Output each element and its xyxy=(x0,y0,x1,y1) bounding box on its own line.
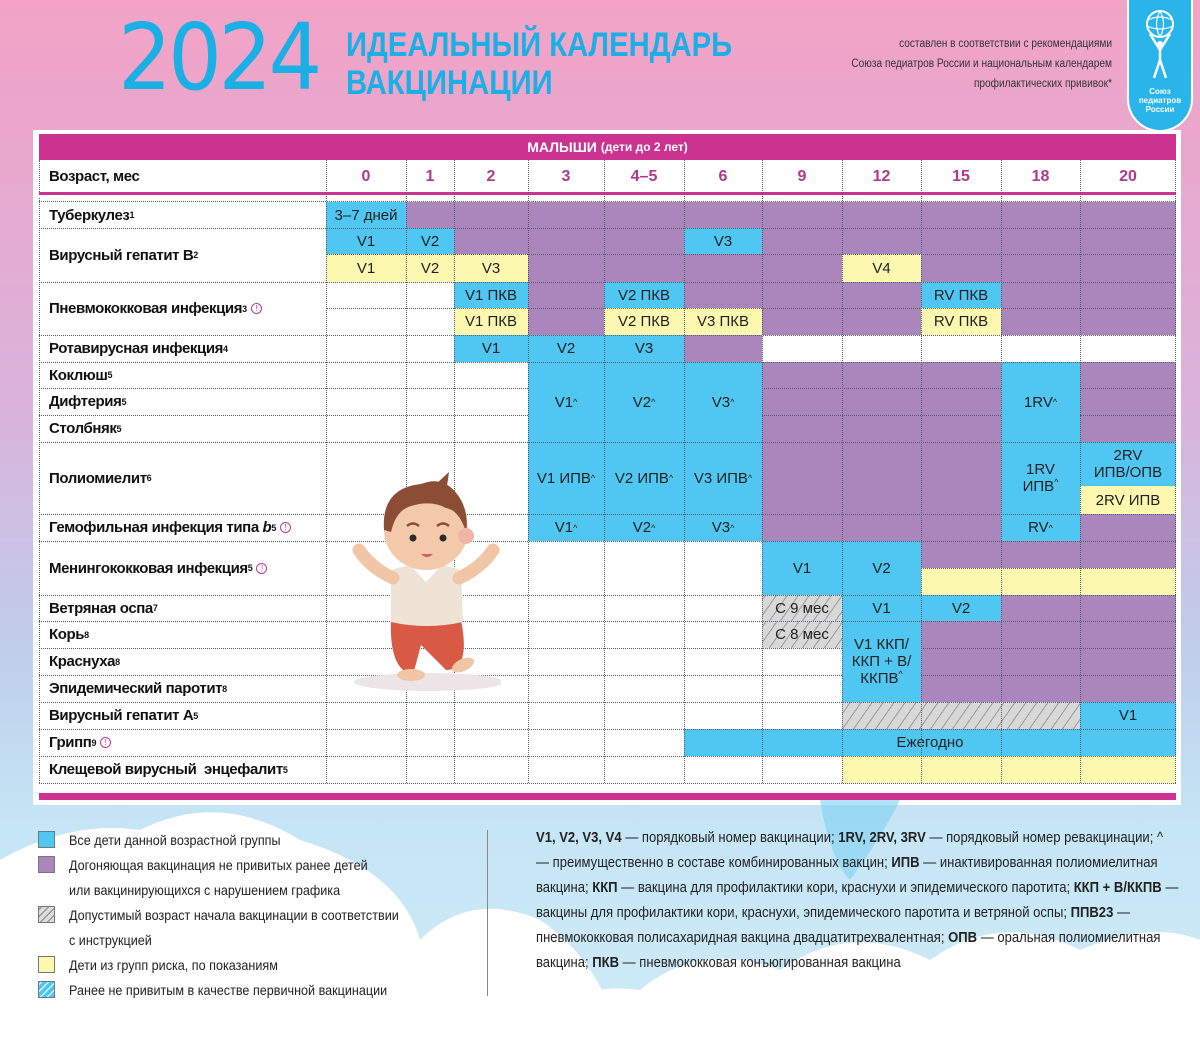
logo-text xyxy=(1129,87,1191,114)
legend-item-all-children xyxy=(38,828,488,853)
age-col-9: 9 xyxy=(797,167,807,185)
legend-item-primary-unvaccinated xyxy=(38,978,488,1003)
abbr-def: — вакцина для профилактики кори, краснухи и эпидемического паротита; xyxy=(617,880,1074,896)
legend-line: Допустимый возраст начала вакцинации в соответствии xyxy=(69,907,399,923)
subtitle-line-2: Союза педиатров России и национальным календарем xyxy=(851,58,1112,70)
age-col-1: 1 xyxy=(425,167,435,185)
age-col-2: 2 xyxy=(486,167,496,185)
flu-yearly: Ежегодно xyxy=(684,729,1176,756)
disease-name: Краснуха xyxy=(49,653,116,670)
disease-name: Пневмококковая инфекция xyxy=(49,300,243,317)
abbr-def: — пневмококковая полисахаридная вакцина двадцатитрехвалентная; xyxy=(536,905,1131,946)
grid-line xyxy=(326,308,1176,309)
rota-45: V3 xyxy=(604,335,684,362)
pneumo-a-2: V1 ПКВ xyxy=(454,282,528,308)
legend-item-allowed-age xyxy=(38,903,488,953)
polio-6: V3 ИПВ ^ xyxy=(684,442,762,514)
pneumo-b-catchup-3 xyxy=(1001,308,1176,335)
disease-name-italic: b xyxy=(262,519,272,536)
hib-6-text: V3 xyxy=(711,519,731,536)
age-col-18: 18 xyxy=(1031,167,1050,185)
polio-20-line2: ИПВ/ОПВ xyxy=(1093,464,1163,481)
grid-line xyxy=(1080,388,1176,389)
abbr-term: ИПВ xyxy=(891,855,920,871)
disease-name: Туберкулез xyxy=(49,206,130,224)
age-col-6: 6 xyxy=(718,167,728,185)
pneumo-a-catchup-3 xyxy=(528,282,604,308)
varicella-15: V2 xyxy=(921,595,1001,621)
pneumo-a-45: V2 ПКВ xyxy=(604,282,684,308)
gray-hatch-swatch-icon xyxy=(38,906,55,923)
title-line-1: ИДЕАЛЬНЫЙ КАЛЕНДАРЬ xyxy=(346,26,733,64)
disease-name: Грипп xyxy=(49,734,92,751)
globe-figure-icon xyxy=(1140,8,1180,80)
rota-3: V2 xyxy=(528,335,604,362)
hib-45: V2 ^ xyxy=(604,514,684,541)
dtp-18: 1RV ^ xyxy=(1001,362,1080,442)
header-subtitle xyxy=(778,34,1112,94)
polio-18-line2-wrap xyxy=(1023,478,1059,495)
grid-line xyxy=(39,783,1176,784)
grid-line xyxy=(921,648,1176,649)
legend-text xyxy=(69,903,399,953)
disease-name: Эпидемический паротит xyxy=(49,680,223,697)
pediatricians-union-logo xyxy=(1127,0,1193,132)
rota-catchup xyxy=(684,335,762,362)
blue-hatch-swatch-icon xyxy=(38,981,55,998)
mmr-catchup xyxy=(921,621,1176,702)
polio-18 xyxy=(1001,442,1080,514)
legend-text: Дети из групп риска, по показаниям xyxy=(69,957,278,973)
hepb-b-catchup-1 xyxy=(528,254,842,282)
disease-polio: Полиомиелит 6 xyxy=(49,469,152,487)
hib-3-text: V1 xyxy=(554,519,574,536)
hepa-allowed-age xyxy=(842,702,1080,729)
disease-varicella: Ветряная оспа 7 xyxy=(49,599,158,617)
abbreviations-text xyxy=(536,826,1180,976)
mmr-12-line2: ККП + В/ xyxy=(851,653,912,670)
abbr-def: — инактивированная полиомиелитная вакцина; xyxy=(536,855,1158,896)
abbr-term: ККП xyxy=(592,880,618,896)
dtp-18-text: 1RV xyxy=(1023,393,1053,411)
logo-line-1: Союз xyxy=(1149,87,1171,96)
disease-name: Ротавирусная инфекция xyxy=(49,340,224,357)
hib-catchup-2 xyxy=(1080,514,1176,541)
disease-diphtheria: Дифтерия 5 xyxy=(49,393,127,410)
hepa-20: V1 xyxy=(1080,702,1176,729)
measles-9: С 8 мес xyxy=(762,621,842,648)
warning-icon: ! xyxy=(280,522,291,533)
disease-name: Полиомиелит xyxy=(49,469,147,487)
polio-20-all xyxy=(1080,442,1176,486)
mening-9: V1 xyxy=(762,541,842,595)
header-year: 2024 xyxy=(118,4,319,111)
disease-name: Столбняк xyxy=(49,420,117,437)
combo-caret: ^ xyxy=(898,669,903,679)
rota-2: V1 xyxy=(454,335,528,362)
disease-tick-borne-encephalitis: Клещевой вирусный энцефалит 5 xyxy=(49,761,288,778)
dtp-6-text: V3 xyxy=(711,393,731,411)
warning-icon: ! xyxy=(251,303,262,314)
pneumo-b-45: V2 ПКВ xyxy=(604,308,684,335)
disease-name: Коклюш xyxy=(49,366,108,384)
abbr-term: ККП + В/ККПВ xyxy=(1073,880,1162,896)
polio-20-line1: 2RV xyxy=(1113,447,1143,464)
disease-meningococcal: Менингококковая инфекция 5 ! xyxy=(39,541,326,595)
grid-line xyxy=(921,568,1176,569)
polio-45-text: V2 ИПВ xyxy=(614,469,669,487)
legend-line: или вакцинирующихся с нарушением графика xyxy=(69,882,341,898)
hepb-a-catchup-1 xyxy=(454,228,684,254)
abbr-def: — порядковый номер вакцинации; xyxy=(621,830,839,846)
mmr-12 xyxy=(842,621,921,702)
disease-hepatitis-a: Вирусный гепатит А 5 xyxy=(49,707,198,724)
dtp-catchup-1 xyxy=(762,362,1001,442)
polio-18-line1: 1RV xyxy=(1026,461,1055,478)
disease-hib: Гемофильная инфекция типа b 5 ! xyxy=(39,514,326,541)
subtitle-line-3: профилактических прививок* xyxy=(973,78,1112,90)
hepb-a-1: V2 xyxy=(406,228,454,254)
polio-6-text: V3 ИПВ xyxy=(693,469,748,487)
age-col-4-5: 4–5 xyxy=(630,167,658,185)
pneumo-b-15: RV ПКВ xyxy=(921,308,1001,335)
logo-line-2: педиатров xyxy=(1138,96,1182,105)
polio-3-text: V1 ИПВ xyxy=(536,469,591,487)
baby-illustration xyxy=(351,470,501,695)
polio-20-risk: 2RV ИПВ xyxy=(1080,486,1176,514)
disease-name: Ветряная оспа xyxy=(49,599,153,617)
disease-pertussis: Коклюш 5 xyxy=(49,366,113,384)
warning-icon: ! xyxy=(100,737,111,748)
mening-12: V2 xyxy=(842,541,921,595)
legend-item-catch-up xyxy=(38,853,488,903)
disease-name: Клещевой вирусный энцефалит xyxy=(49,761,283,778)
disease-measles: Корь 8 xyxy=(49,626,89,643)
hepb-b-catchup-2 xyxy=(921,254,1176,282)
pneumo-a-catchup-2 xyxy=(684,282,921,308)
dtp-catchup-2 xyxy=(1080,362,1176,442)
warning-icon: ! xyxy=(256,563,267,574)
group-subtitle: (дети до 2 лет) xyxy=(600,140,688,154)
vaccination-table xyxy=(33,130,1181,805)
disease-name: Вирусный гепатит В xyxy=(49,246,194,264)
polio-45: V2 ИПВ ^ xyxy=(604,442,684,514)
mmr-12-line3-wrap xyxy=(860,670,903,687)
hepb-a-0: V1 xyxy=(326,228,406,254)
hepb-b-12: V4 xyxy=(842,254,921,282)
mening-catchup xyxy=(921,541,1176,568)
abbr-def: — порядковый номер ревакцинации; ^ — преимущественно в составе комбинированных вакцин; xyxy=(536,830,1164,871)
logo-line-3: России xyxy=(1145,105,1175,114)
mening-risk xyxy=(921,568,1176,595)
disease-hepatitis-b: Вирусный гепатит В 2 xyxy=(49,246,198,264)
polio-3: V1 ИПВ ^ xyxy=(528,442,604,514)
blue-swatch-icon xyxy=(38,831,55,848)
grid-line xyxy=(326,254,1176,255)
legend-text: Ранее не привитым в качестве первичной вакцинации xyxy=(69,982,388,998)
hib-18: RV ^ xyxy=(1001,514,1080,541)
grid-line xyxy=(921,675,1176,676)
varicella-catchup xyxy=(1001,595,1176,621)
mmr-12-line1: V1 ККП/ xyxy=(854,636,909,653)
age-row-underline xyxy=(39,192,1176,195)
abbr-term: ПКВ xyxy=(592,955,620,971)
age-col-0: 0 xyxy=(361,167,371,185)
abbr-term: V1, V2, V3, V4 xyxy=(536,830,622,846)
subtitle-line-1: составлен в соответствии с рекомендациями xyxy=(899,38,1112,50)
disease-pneumococcal: Пневмококковая инфекция 3 ! xyxy=(39,282,326,335)
abbr-def: — вакцины для профилактики кори, краснухи, эпидемического паротита и ветряной оспы; xyxy=(536,880,1179,921)
age-col-12: 12 xyxy=(872,167,891,185)
grid-line xyxy=(762,388,1001,389)
disease-name: Менингококковая инфекция xyxy=(49,559,248,577)
dtp-3-text: V1 xyxy=(554,393,574,411)
disease-rubella: Краснуха 8 xyxy=(49,653,120,670)
pneumo-a-catchup-3b xyxy=(1001,282,1176,308)
disease-name: Вирусный гепатит А xyxy=(49,707,194,724)
mmr-12-line3: ККПВ xyxy=(860,670,899,687)
abbr-term: 1RV, 2RV, 3RV xyxy=(838,830,926,846)
pneumo-b-catchup-1 xyxy=(528,308,604,335)
legend-item-risk-groups xyxy=(38,953,488,978)
tb-cell-0: 3–7 дней xyxy=(326,202,406,228)
hepb-b-1: V2 xyxy=(406,254,454,282)
pneumo-b-2: V1 ПКВ xyxy=(454,308,528,335)
legend-text xyxy=(69,853,368,903)
legend-divider xyxy=(487,830,488,996)
legend-line: с инструкцией xyxy=(69,932,152,948)
disease-tetanus: Столбняк 5 xyxy=(49,420,122,437)
varicella-9: С 9 мес xyxy=(762,595,842,621)
grid-line xyxy=(1080,415,1176,416)
header-title xyxy=(346,26,732,102)
hepb-b-0: V1 xyxy=(326,254,406,282)
disease-influenza: Грипп 9 ! xyxy=(39,729,326,756)
group-title: МАЛЫШИ xyxy=(527,139,597,155)
hepb-a-catchup-2 xyxy=(762,228,1176,254)
hib-45-text: V2 xyxy=(632,519,652,536)
yellow-swatch-icon xyxy=(38,956,55,973)
pneumo-a-15: RV ПКВ xyxy=(921,282,1001,308)
dtp-45: V2 ^ xyxy=(604,362,684,442)
disease-name: Гемофильная инфекция типа xyxy=(49,519,259,536)
group-title-band xyxy=(39,134,1176,160)
hepb-a-6: V3 xyxy=(684,228,762,254)
combo-caret: ^ xyxy=(1054,477,1059,487)
disease-name: Дифтерия xyxy=(49,393,122,410)
grid-line xyxy=(39,160,40,192)
disease-tuberculosis: Туберкулез 1 xyxy=(49,206,135,224)
disease-rotavirus: Ротавирусная инфекция 4 xyxy=(49,340,228,357)
pneumo-b-6: V3 ПКВ xyxy=(684,308,762,335)
age-col-15: 15 xyxy=(952,167,970,185)
disease-mumps: Эпидемический паротит 8 xyxy=(49,680,227,697)
varicella-12: V1 xyxy=(842,595,921,621)
abbr-def: — оральная полиомиелитная вакцина; xyxy=(536,930,1161,971)
purple-swatch-icon xyxy=(38,856,55,873)
hib-catchup-1 xyxy=(762,514,1001,541)
legend-text: Все дети данной возрастной группы xyxy=(69,832,281,848)
title-line-2: ВАКЦИНАЦИИ xyxy=(346,64,553,102)
hib-3: V1 ^ xyxy=(528,514,604,541)
hib-18-text: RV xyxy=(1028,519,1049,536)
legend-line: Догоняющая вакцинация не привитых ранее детей xyxy=(69,857,368,873)
age-row-label: Возраст, мес xyxy=(49,167,140,185)
disease-name: Корь xyxy=(49,626,85,643)
tb-catchup xyxy=(406,202,1176,228)
abbr-term: ППВ23 xyxy=(1070,905,1114,921)
polio-18-line2: ИПВ xyxy=(1022,478,1055,495)
abbr-term: ОПВ xyxy=(948,930,978,946)
dtp-3: V1 ^ xyxy=(528,362,604,442)
age-col-3: 3 xyxy=(561,167,571,185)
age-col-20: 20 xyxy=(1119,167,1137,185)
dtp-6: V3 ^ xyxy=(684,362,762,442)
dtp-45-text: V2 xyxy=(632,393,652,411)
hepb-b-2: V3 xyxy=(454,254,528,282)
grid-line xyxy=(762,415,1001,416)
color-legend xyxy=(38,828,488,1003)
polio-catchup xyxy=(762,442,1001,514)
tbe-risk xyxy=(842,756,1176,783)
abbr-def: — пневмококковая конъюгированная вакцина xyxy=(619,955,901,971)
hib-6: V3 ^ xyxy=(684,514,762,541)
table-bottom-band xyxy=(39,793,1176,800)
